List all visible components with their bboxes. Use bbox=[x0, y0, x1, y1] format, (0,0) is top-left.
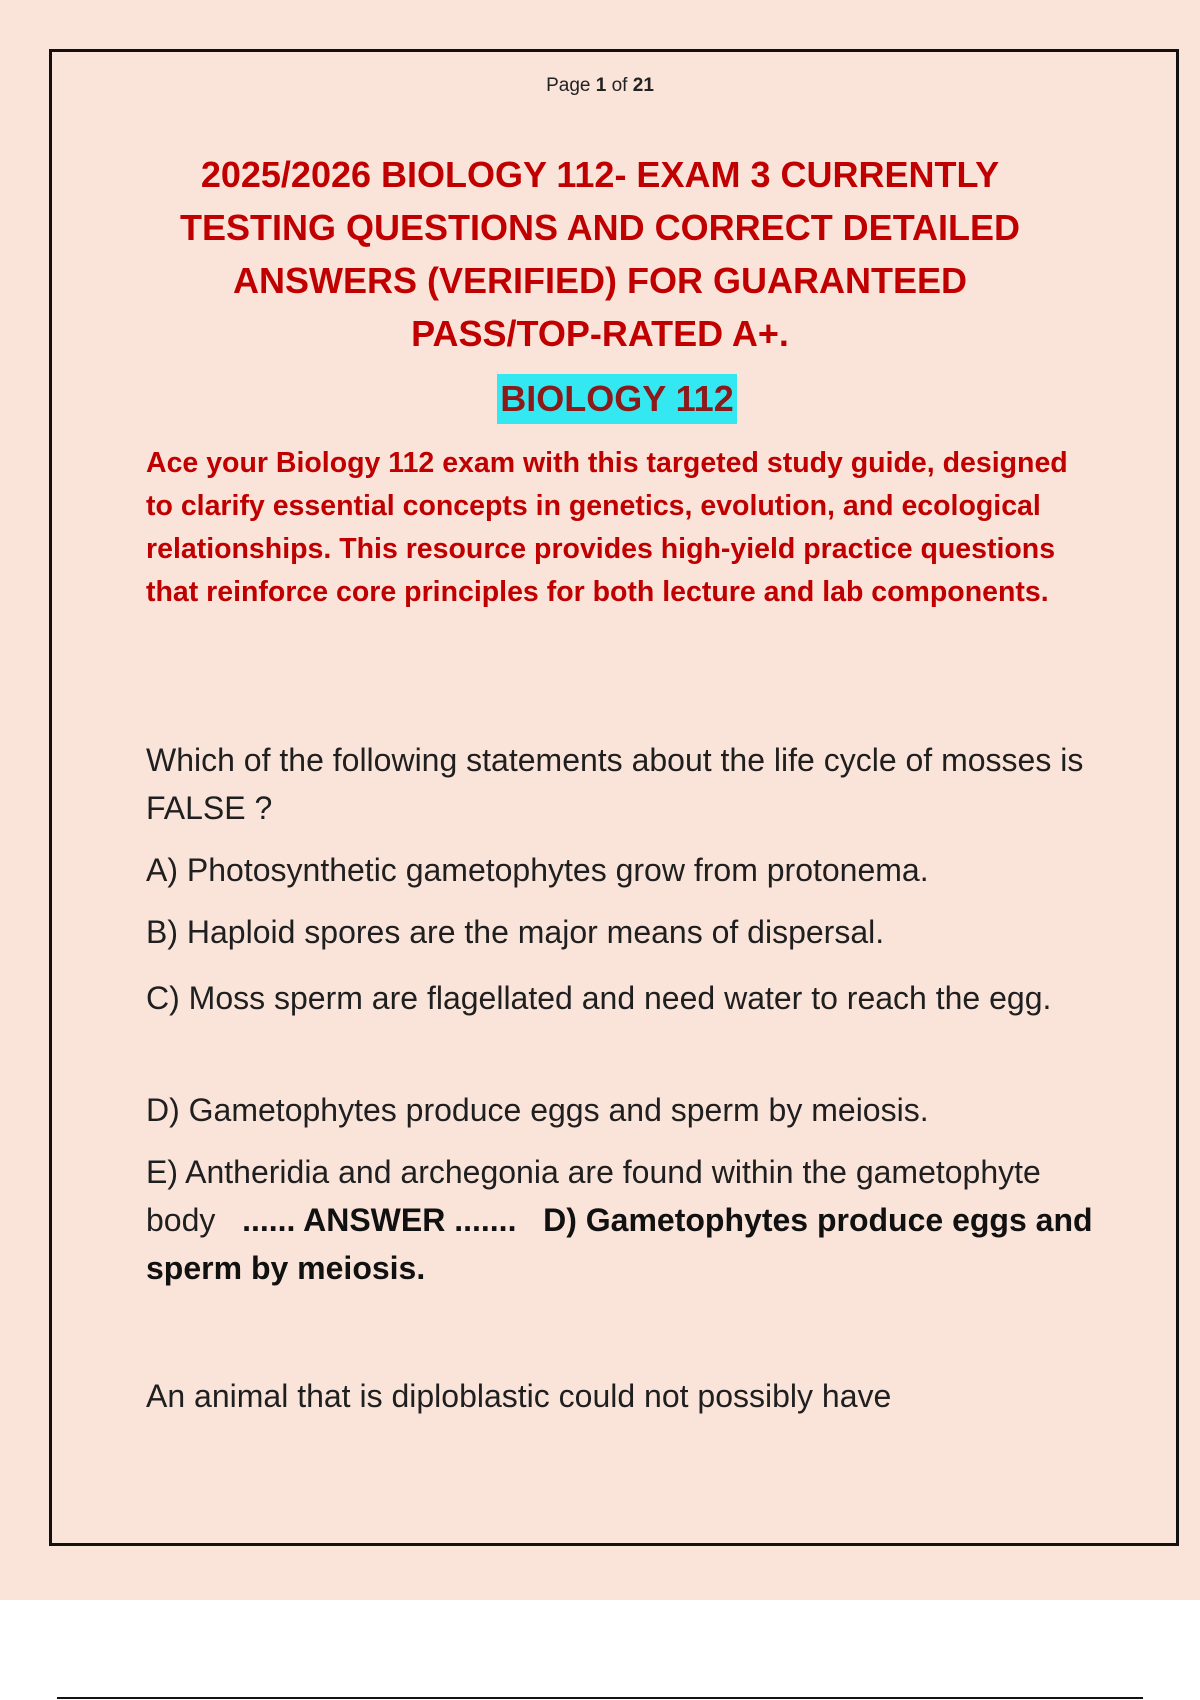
total-pages: 21 bbox=[632, 75, 654, 96]
subject-tag-wrapper bbox=[0, 374, 1200, 424]
document-title: 2025/2026 BIOLOGY 112- EXAM 3 CURRENTLY TESTING QUESTIONS AND CORRECT DETAILED ANSWERS (VERIFIED) FOR GUARANTEED PASS/TOP-RATED A+. bbox=[179, 154, 1021, 354]
question-1-stem: Which of the following statements about the life cycle of mosses is FALSE ? bbox=[146, 742, 1084, 826]
page-label: Page bbox=[546, 75, 591, 96]
page-number bbox=[0, 75, 1200, 97]
question-2-stem: An animal that is diploblastic could not possibly have bbox=[146, 1378, 892, 1414]
bottom-rule bbox=[57, 1697, 1143, 1699]
intro-paragraph: Ace your Biology 112 exam with this targeted study guide, designed to clarify essential concepts in genetics, evolution, and ecological relationships. This resource provides high-yield practice questions that reinforce core principles for both lecture and lab components. bbox=[146, 447, 1068, 608]
question-1-option-a: A) Photosynthetic gametophytes grow from protonema. bbox=[146, 852, 929, 888]
current-page: 1 bbox=[595, 75, 607, 96]
answer-text: D) Gametophytes produce eggs and sperm by meiosis. bbox=[146, 1202, 1093, 1286]
subject-tag: BIOLOGY 112 bbox=[497, 374, 736, 424]
question-1-option-e-with-answer bbox=[146, 1148, 1106, 1292]
question-1-option-d: D) Gametophytes produce eggs and sperm by meiosis. bbox=[146, 1092, 929, 1128]
question-1-option-c: C) Moss sperm are flagellated and need water to reach the egg. bbox=[146, 980, 1052, 1016]
answer-marker: ...... ANSWER ....... bbox=[242, 1202, 517, 1238]
question-1-option-e: E) Antheridia and archegonia are found within the gametophyte body bbox=[146, 1154, 1041, 1238]
page-of-label: of bbox=[611, 75, 628, 96]
question-1-option-b: B) Haploid spores are the major means of dispersal. bbox=[146, 914, 885, 950]
